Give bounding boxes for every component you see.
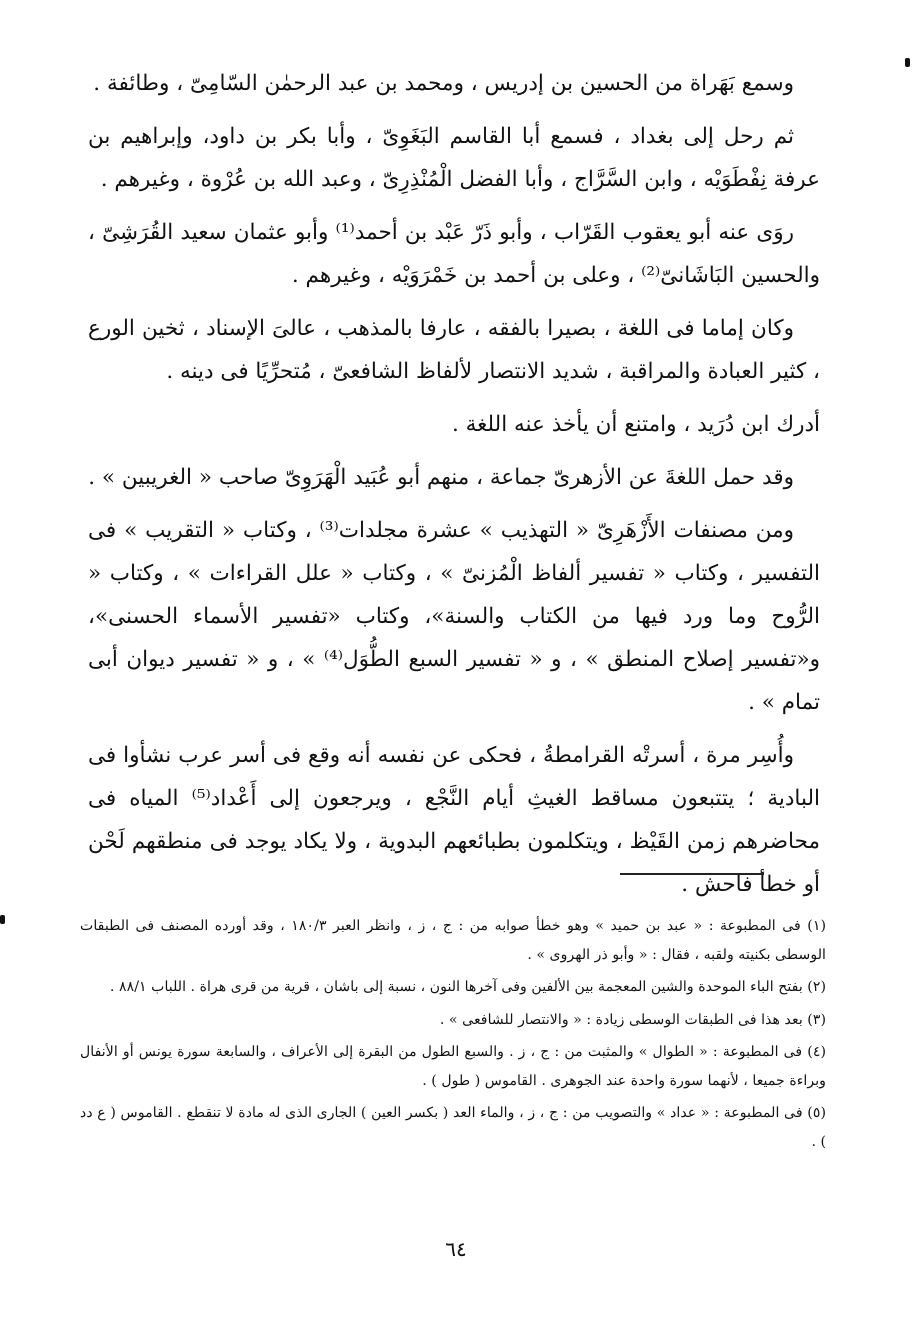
scan-edge-mark: [0, 915, 5, 924]
body-paragraph: وسمع بَهَراة من الحسين بن إدريس ، ومحمد بن عبد الرحمٰن السّامِىّ ، وطائفة .: [93, 71, 794, 96]
footnote-separator: [620, 873, 764, 875]
body-paragraph: ثم رحل إلى بغداد ، فسمع أبا القاسم البَغَوِىّ ، وأبا بكر بن داود، وإبراهيم بن عرفة نِفْطَوَيْه ، وابن السَّرَّاج ، وأبا الفضل الْمُنْذِرِىّ ، وعبد الله بن عُرْوة ، وغيرهم .: [88, 124, 820, 192]
body-paragraph: ومن مصنفات الأَزْهَرِىّ « التهذيب » عشرة مجلدات⁽³⁾ ، وكتاب « التقريب » فى التفسير ، وكتاب « تفسير ألفاظ الْمُزنىّ » ، وكتاب « علل القراءات » ، وكتاب « الرُّوح وما ورد فيها من الكتاب والسنة»، وكتاب «تفسير الأسماء الحسنى»، و«تفسير إصلاح المنطق » ، و « تفسير السبع الطُّوَل⁽⁴⁾ » ، و « تفسير ديوان أبى تمام » .: [88, 518, 820, 715]
footnotes: [80, 912, 826, 1160]
footnote: (٥) فى المطبوعة : « عداد » والتصويب من : ج ، ز ، والماء العد ( بكسر العين ) الجارى الذى له مادة لا تنقطع . القاموس ( ع دد ) .: [80, 1105, 826, 1150]
body-paragraph: وأُسِر مرة ، أسرتْه القرامطةُ ، فحكى عن نفسه أنه وقع فى أسر عرب نشأوا فى البادية ؛ يتتبعون مساقط الغيثِ أيام النَّجْع ، ويرجعون إلى أَعْداد⁽⁵⁾ المياه فى محاضرهم زمن القَيْظ ، ويتكلمون بطبائعهم البدوية ، ولا يكاد يوجد فى منطقهم لَحْن أو خطأ فاحش .: [88, 743, 820, 897]
footnote: (٣) بعد هذا فى الطبقات الوسطى زيادة : « والانتصار للشافعى » .: [439, 1011, 826, 1028]
body-paragraph: روَى عنه أبو يعقوب القَرّاب ، وأبو ذَرّ عَبْد بن أحمد⁽¹⁾ وأبو عثمان سعيد القُرَشِىّ ، والحسين البَاشَانىّ⁽²⁾ ، وعلى بن أحمد بن خَمْرَوَيْه ، وغيرهم .: [88, 220, 820, 288]
footnote: (١) فى المطبوعة : « عبد بن حميد » وهو خطأ صوابه من : ج ، ز ، وانظر العبر ١٨٠/٣ ، وقد أورده المصنف فى الطبقات الوسطى بكنيته ولقبه ، فقال : « وأبو ذر الهروى » .: [80, 918, 826, 963]
body-paragraph: أدرك ابن دُرَيد ، وامتنع أن يأخذ عنه اللغة .: [451, 412, 820, 437]
page-number: ٦٤: [445, 1237, 467, 1261]
body-paragraph: وقد حمل اللغةَ عن الأزهرىّ جماعة ، منهم أبو عُبَيد الْهَرَوِىّ صاحب « الغريبين » .: [88, 465, 794, 490]
scan-edge-mark: [905, 58, 910, 67]
footnote: (٤) فى المطبوعة : « الطوال » والمثبت من : ج ، ز . والسبع الطول من البقرة إلى الأعراف ، والسابعة سورة يونس أو الأنفال وبراءة جميعا ، لأنهما سورة واحدة عند الجوهرى . القاموس ( طول ) .: [80, 1044, 826, 1089]
body-paragraph: وكان إماما فى اللغة ، بصيرا بالفقه ، عارفا بالمذهب ، عالىَ الإسناد ، ثخين الورع ، كثير العبادة والمراقبة ، شديد الانتصار لألفاظ الشافعىّ ، مُتحرِّيًا فى دينه .: [88, 316, 820, 384]
footnote: (٢) بفتح الباء الموحدة والشين المعجمة بين الألفين وفى آخرها النون ، نسبة إلى باشان ، قرية من قرى هراة . اللباب ٨٨/١ .: [109, 979, 826, 995]
main-text: [88, 62, 820, 916]
